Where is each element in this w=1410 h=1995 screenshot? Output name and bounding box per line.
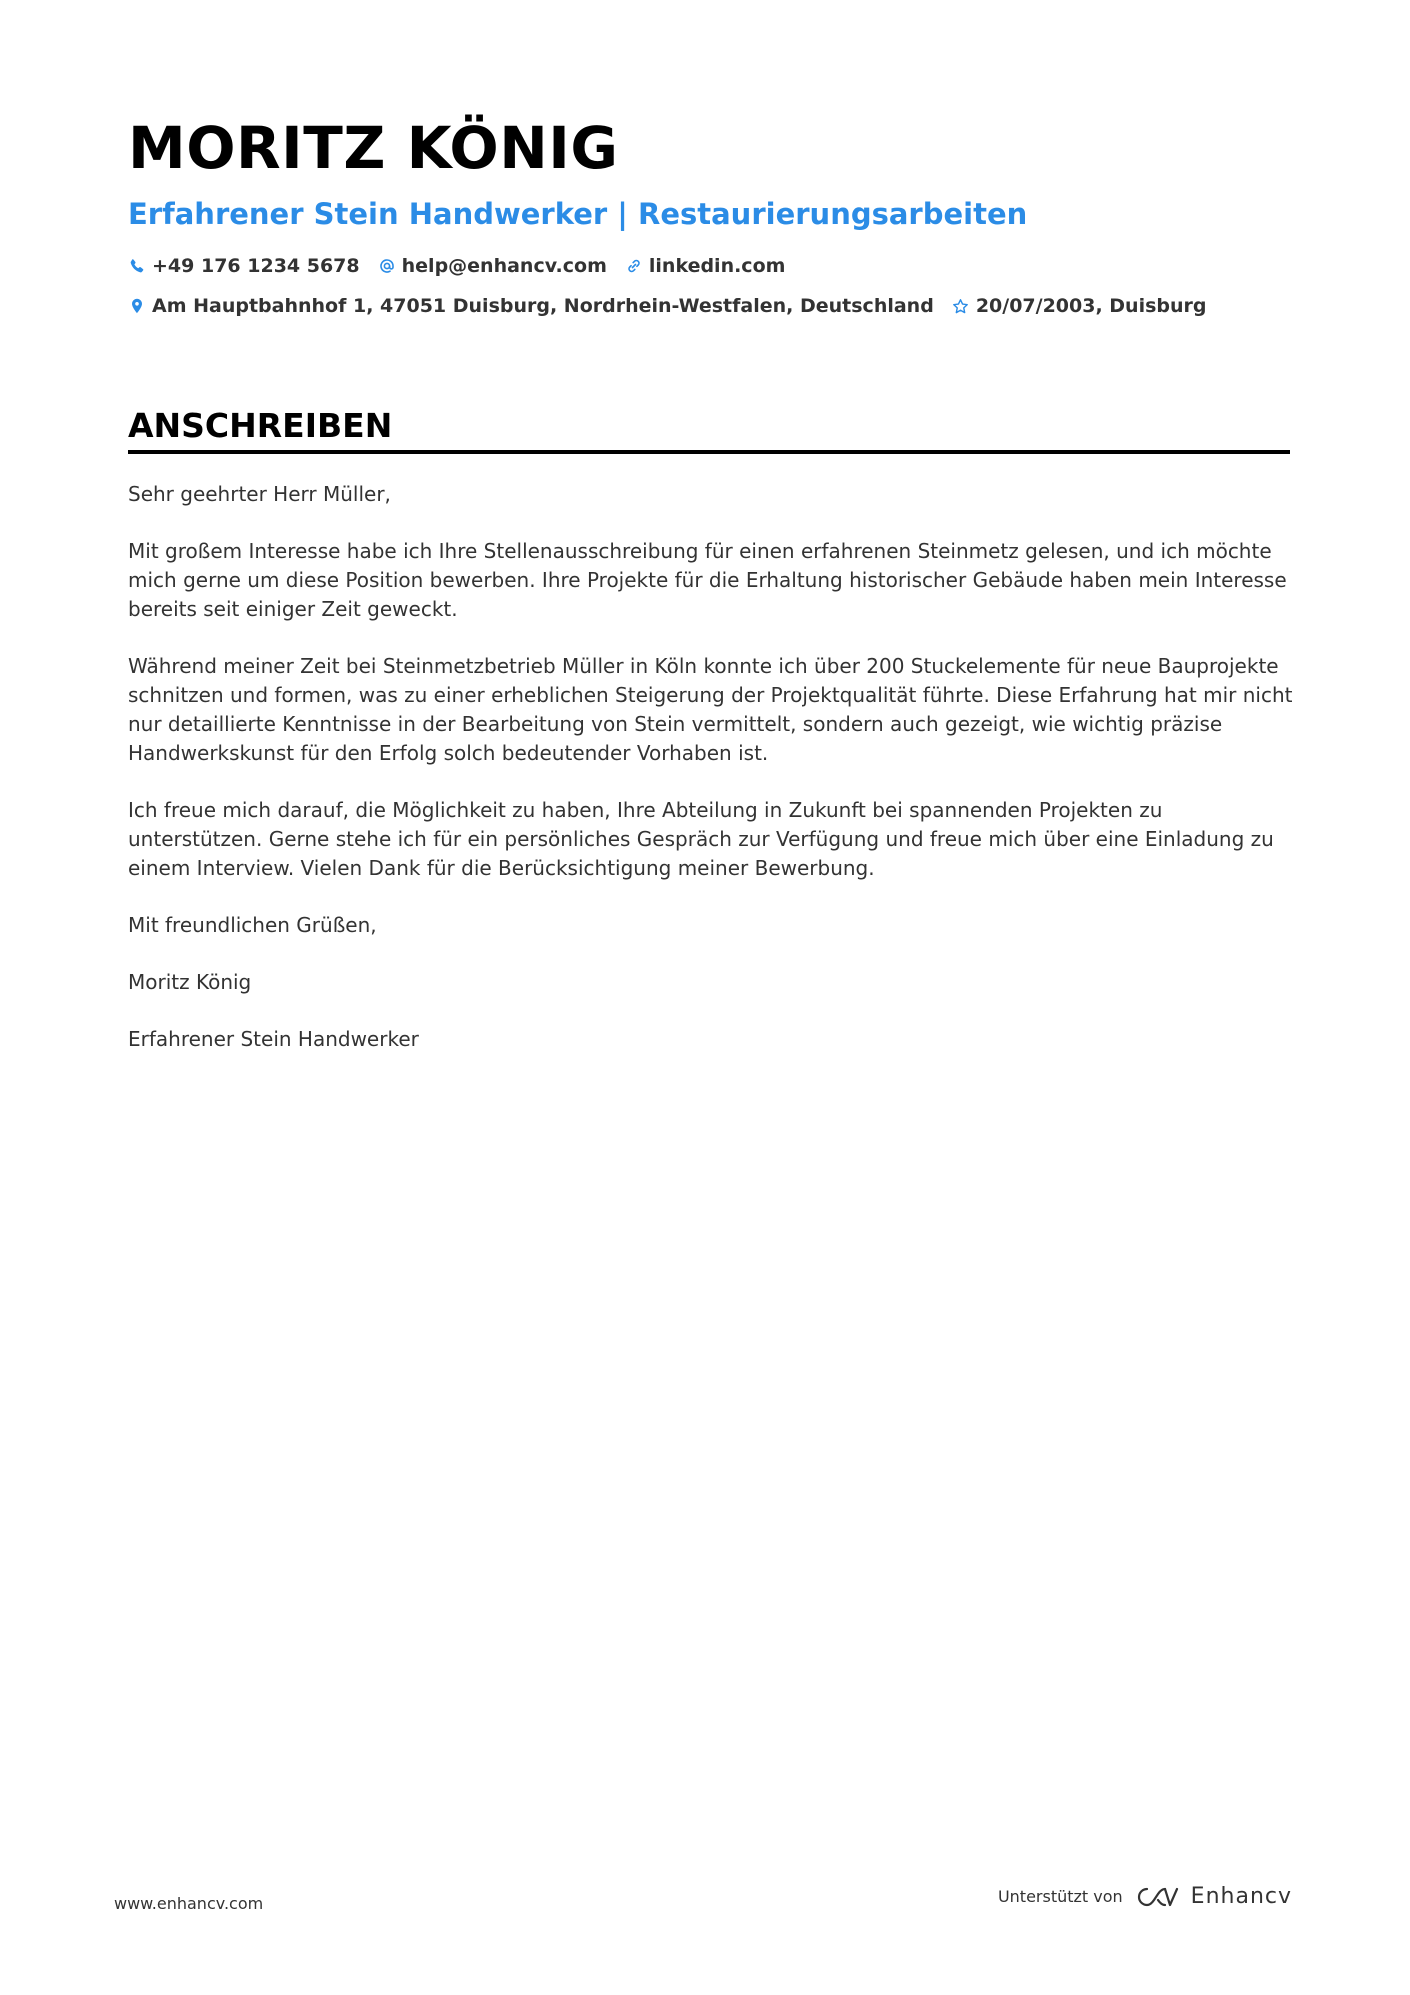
letter-salutation: Sehr geehrter Herr Müller, bbox=[128, 482, 391, 506]
star-icon bbox=[952, 297, 970, 315]
header bbox=[128, 108, 1288, 326]
contact-address bbox=[128, 295, 934, 317]
letter-closing: Mit freundlichen Grüßen, bbox=[128, 913, 377, 937]
section-title: ANSCHREIBEN bbox=[128, 406, 1290, 454]
contact-birth bbox=[952, 295, 1207, 317]
brand-name: Enhancv bbox=[1190, 1884, 1292, 1909]
phone-icon bbox=[128, 257, 146, 275]
contact-phone[interactable] bbox=[128, 255, 360, 277]
letter-body bbox=[128, 480, 1298, 1082]
birth-text: 20/07/2003, Duisburg bbox=[975, 295, 1207, 317]
email-text: help@enhancv.com bbox=[401, 255, 607, 277]
applicant-headline: Erfahrener Stein Handwerker | Restaurierungsarbeiten bbox=[128, 197, 1028, 231]
applicant-name: MORITZ KÖNIG bbox=[128, 114, 619, 182]
contact-row-2 bbox=[128, 286, 1288, 326]
powered-by-text: Unterstützt von bbox=[997, 1887, 1123, 1906]
enhancv-logo-icon bbox=[1135, 1885, 1181, 1909]
letter-paragraph-2: Während meiner Zeit bei Steinmetzbetrieb Müller in Köln konnte ich über 200 Stuckelemente für neue Bauprojekte schnitzen und formen, was zu einer erheblichen Steigerung der Projektqualität führte. Diese Erfahrung hat mir nicht nur detaillierte Kenntnisse in der Bearbeitung von Stein vermittelt, sondern auch gezeigt, wie wichtig präzise Handwerkskunst für den Erfolg solch bedeutender Vorhaben ist. bbox=[128, 654, 1293, 765]
letter-paragraph-1: Mit großem Interesse habe ich Ihre Stellenausschreibung für einen erfahrenen Steinmetz gelesen, und ich möchte mich gerne um diese Position bewerben. Ihre Projekte für die Erhaltung historischer Gebäude haben mein Interesse bereits seit einiger Zeit geweckt. bbox=[128, 539, 1287, 621]
contact-row-1 bbox=[128, 246, 1288, 286]
letter-paragraph-3: Ich freue mich darauf, die Möglichkeit zu haben, Ihre Abteilung in Zukunft bei spannenden Projekten zu unterstützen. Gerne stehe ich für ein persönliches Gespräch zur Verfügung und freue mich über eine Einladung zu einem Interview. Vielen Dank für die Berücksichtigung meiner Bewerbung. bbox=[128, 798, 1274, 880]
contact-linkedin[interactable] bbox=[625, 255, 786, 277]
link-icon bbox=[625, 257, 643, 275]
linkedin-text: linkedin.com bbox=[648, 255, 786, 277]
address-text: Am Hauptbahnhof 1, 47051 Duisburg, Nordrhein-Westfalen, Deutschland bbox=[152, 295, 934, 317]
footer-website[interactable]: www.enhancv.com bbox=[114, 1894, 264, 1913]
at-icon bbox=[378, 257, 396, 275]
signature-title: Erfahrener Stein Handwerker bbox=[128, 1027, 419, 1051]
signature-name: Moritz König bbox=[128, 970, 252, 994]
footer-branding[interactable] bbox=[998, 1884, 1292, 1909]
contact-email[interactable] bbox=[378, 255, 607, 277]
phone-text: +49 176 1234 5678 bbox=[152, 255, 360, 277]
location-pin-icon bbox=[128, 297, 146, 315]
